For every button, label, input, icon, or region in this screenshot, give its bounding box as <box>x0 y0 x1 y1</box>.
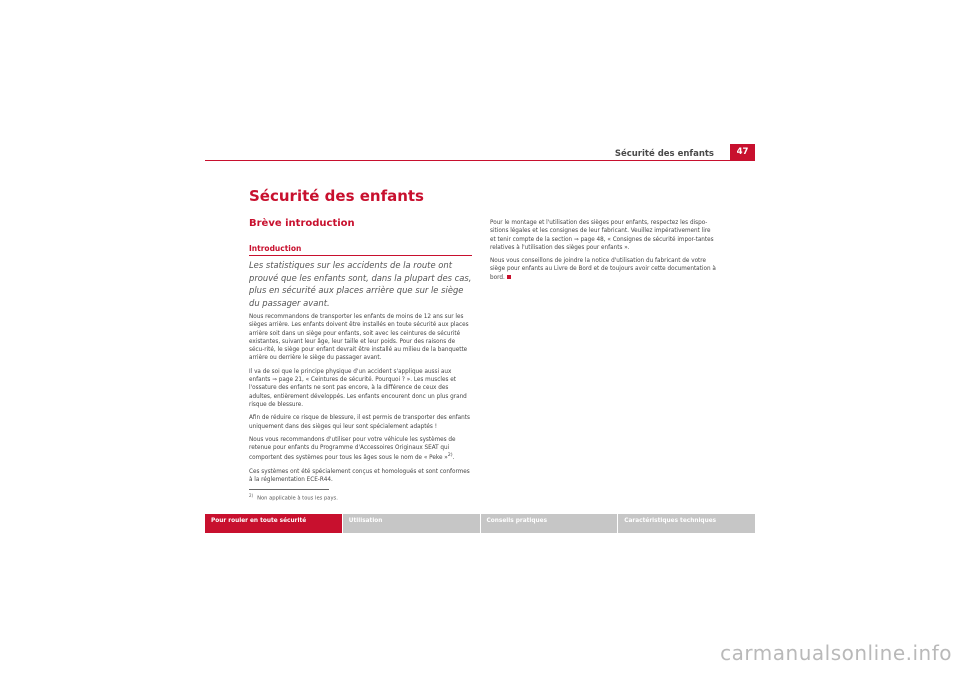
footnote-reference[interactable]: 2) <box>447 453 453 459</box>
left-column <box>249 244 472 489</box>
footnote <box>249 493 338 502</box>
end-of-section-icon <box>507 275 511 279</box>
right-paragraph-2 <box>490 257 718 282</box>
body-paragraph-5: Ces systèmes ont été spécialement conçus et homologués et sont conformes à la réglementation ECE-R44. <box>249 468 470 483</box>
footnote-text: Non applicable à tous les pays. <box>257 495 338 502</box>
right-paragraph-2-text: Nous vous conseillons de joindre la notice d'utilisation du fabricant de votre siège pour enfants au Livre de Bord et de toujours avoir cette documentation à bord. <box>490 258 716 281</box>
watermark: carmanualsonline.info <box>720 641 952 665</box>
body-paragraph-2: Il va de soi que le principe physique d'un accident s'applique aussi aux enfants ⇒ page 21, « Ceintures de sécurité. Pourquoi ? ». Les muscles et l'ossature des enfants ne sont pas encore, à la différence de ceux des adultes, entièrement développés. Les enfants encourent donc un plus grand risque de blessure. <box>249 368 467 408</box>
header-divider <box>205 160 755 161</box>
section-title: Brève introduction <box>249 218 355 229</box>
right-paragraph-1: Pour le montage et l'utilisation des sièges pour enfants, respectez les dispo-sitions légales et les consignes de leur fabricant. Veuillez impérativement lire et tenir compte de la section ⇒ page 48, « Consignes de sécurité impor-tantes relatives à l'utilisation des sièges pour enfants ». <box>490 220 714 251</box>
peke-end: . <box>452 455 455 462</box>
footnote-marker: 2) <box>249 493 254 498</box>
body-paragraph-4 <box>249 436 472 463</box>
page-title: Sécurité des enfants <box>249 187 424 205</box>
lead-paragraph: Les statistiques sur les accidents de la route ont prouvé que les enfants sont, dans la plupart des cas, plus en sécurité aux places arrière que sur le siège du passager avant. <box>249 260 472 308</box>
body-paragraph-1: Nous recommandons de transporter les enfants de moins de 12 ans sur les sièges arrière. Les enfants doivent être installés en toute sécurité aux places arrière soit dans un siège pour enfants, soit avec les ceintures de sécurité existantes, suivant leur âge, leur taille et leur poids. Pour des raisons de sécu-rité, le siège pour enfant devrait être installé au milieu de la banquette arrière ou derrière le siège du passager avant. <box>249 314 469 362</box>
footer-tab-conseils[interactable]: Conseils pratiques <box>481 514 618 533</box>
footer-tab-utilisation[interactable]: Utilisation <box>343 514 480 533</box>
footer-tab-securite[interactable]: Pour rouler en toute sécurité <box>205 514 342 533</box>
right-column <box>490 219 718 287</box>
subsection-title: Introduction <box>249 244 302 253</box>
peke-text: Nous vous recommandons d'utiliser pour votre véhicule les systèmes de retenue pour enfants du Programme d'Accessoires Originaux SEAT qui comportent des systèmes pour tous les âges sous le nom de « Peke » <box>249 436 456 462</box>
body-paragraph-3: Afin de réduire ce risque de blessure, il est permis de transporter des enfants uniquement dans des sièges qui leur sont spécialement adaptés ! <box>249 415 470 430</box>
page-number: 47 <box>730 144 755 160</box>
header-title: Sécurité des enfants <box>614 149 714 159</box>
subsection-divider <box>249 255 472 256</box>
footer-tab-caracteristiques[interactable]: Caractéristiques techniques <box>618 514 755 533</box>
footer-nav <box>205 514 755 533</box>
footnote-divider <box>249 489 329 490</box>
